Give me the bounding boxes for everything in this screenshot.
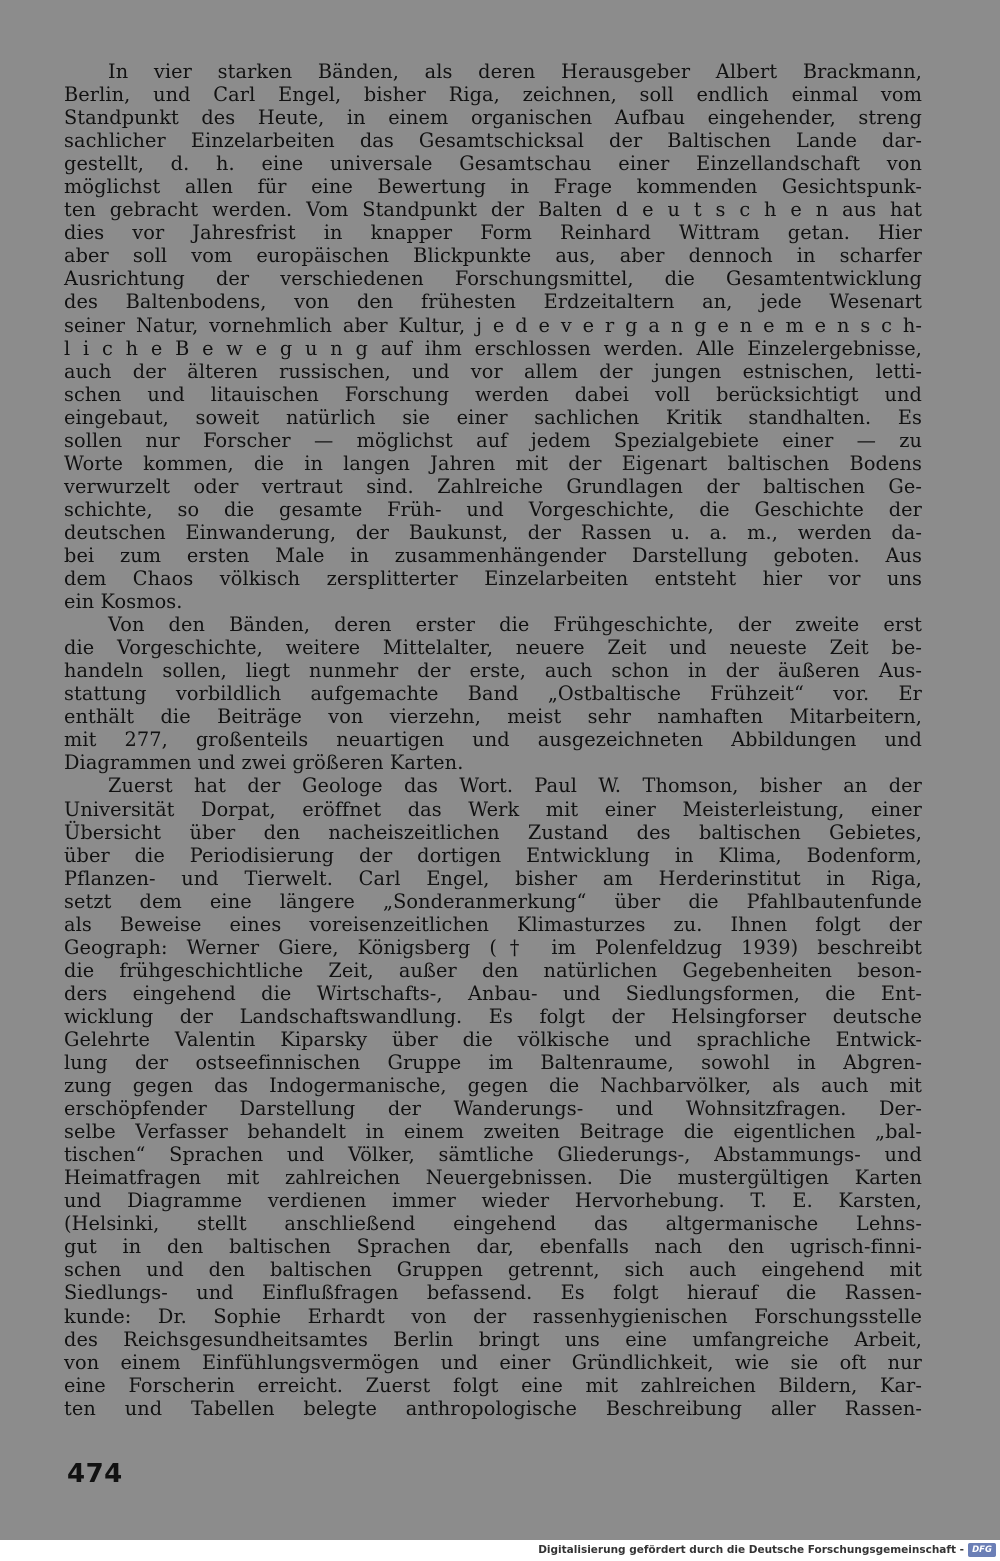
text-line: schen und den baltischen Gruppen getrennt, sich auch eingehend mit xyxy=(64,1258,922,1282)
text-line: handeln sollen, liegt nunmehr der erste, auch schon in der äußeren Aus- xyxy=(64,659,922,683)
text-line: sollen nur Forscher — möglichst auf jedem Spezialgebiete einer — zu xyxy=(64,428,922,452)
text-line: auch der älteren russischen, und vor allem der jungen estnischen, letti- xyxy=(64,359,922,383)
text-line: selbe Verfasser behandelt in einem zweiten Beitrage die eigentlichen „bal- xyxy=(64,1120,922,1144)
text-line: eingebaut, soweit natürlich sie einer sachlichen Kritik standhalten. Es xyxy=(64,405,922,429)
text-line: Heimatfragen mit zahlreichen Neuergebnissen. Die mustergültigen Karten xyxy=(64,1166,922,1190)
text-line: In vier starken Bänden, als deren Herausgeber Albert Brackmann, xyxy=(108,60,922,83)
text-line: als Beweise eines voreisenzeitlichen Klimasturzes zu. Ihnen folgt der xyxy=(64,912,922,936)
text-line: schen und litauischen Forschung werden dabei voll berücksichtigt und xyxy=(64,382,922,406)
text-line: Zuerst hat der Geologe das Wort. Paul W. Thomson, bisher an der xyxy=(108,774,922,798)
text-line: ten gebracht werden. Vom Standpunkt der Balten d e u t s c h e n aus hat xyxy=(64,198,922,222)
text-line: Gelehrte Valentin Kiparsky über die völkische und sprachliche Entwick- xyxy=(64,1027,922,1051)
text-line: kunde: Dr. Sophie Erhardt von der rassenhygienischen Forschungsstelle xyxy=(64,1304,922,1328)
text-line: Pflanzen- und Tierwelt. Carl Engel, bisher am Herderinstitut in Riga, xyxy=(64,866,922,890)
text-line: tischen“ Sprachen und Völker, sämtliche Gliederungs-, Abstammungs- und xyxy=(64,1143,922,1167)
text-line: (Helsinki, stellt anschließend eingehend das altgermanische Lehns- xyxy=(64,1212,922,1236)
page-number: 474 xyxy=(67,1459,123,1489)
text-line: erschöpfender Darstellung der Wanderungs- und Wohnsitzfragen. Der- xyxy=(64,1097,922,1121)
text-line: gestellt, d. h. eine universale Gesamtschau einer Einzellandschaft von xyxy=(64,152,922,176)
text-line: die Vorgeschichte, weitere Mittelalter, neuere Zeit und neueste Zeit be- xyxy=(64,636,922,660)
text-line: ein Kosmos. xyxy=(64,590,183,614)
text-line: seiner Natur, vornehmlich aber Kultur, j e d e v e r g a n g e n e m e n s c h- xyxy=(64,313,922,337)
text-line: sachlicher Einzelarbeiten das Gesamtschicksal der Baltischen Lande dar- xyxy=(64,129,922,153)
text-line: Siedlungs- und Einflußfragen befassend. Es folgt hierauf die Rassen- xyxy=(64,1281,922,1305)
text-line: setzt dem eine längere „Sonderanmerkung“ über die Pfahlbautenfunde xyxy=(64,889,922,913)
text-line: des Reichsgesundheitsamtes Berlin bringt uns eine umfangreiche Arbeit, xyxy=(64,1327,922,1351)
digitization-footer xyxy=(0,1540,1000,1561)
text-line: enthält die Beiträge von vierzehn, meist sehr namhaften Mitarbeitern, xyxy=(64,705,922,729)
text-line: ten und Tabellen belegte anthropologische Beschreibung aller Rassen- xyxy=(64,1396,922,1420)
text-line: mit 277, großenteils neuartigen und ausgezeichneten Abbildungen und xyxy=(64,728,922,752)
text-line: stattung vorbildlich aufgemachte Band „Ostbaltische Frühzeit“ vor. Er xyxy=(64,682,922,706)
text-line: die frühgeschichtliche Zeit, außer den natürlichen Gegebenheiten beson- xyxy=(64,958,922,982)
body-text xyxy=(64,60,922,1420)
text-line: ders eingehend die Wirtschafts-, Anbau- und Siedlungsformen, die Ent- xyxy=(64,981,922,1005)
text-line: Berlin, und Carl Engel, bisher Riga, zeichnen, soll endlich einmal vom xyxy=(64,83,922,107)
text-line: möglichst allen für eine Bewertung in Frage kommenden Gesichtspunk- xyxy=(64,175,922,199)
text-line: gut in den baltischen Sprachen dar, ebenfalls nach den ugrisch-finni- xyxy=(64,1235,922,1259)
text-line: Von den Bänden, deren erster die Frühgeschichte, der zweite erst xyxy=(108,613,922,637)
text-line: eine Forscherin erreicht. Zuerst folgt eine mit zahlreichen Bildern, Kar- xyxy=(64,1373,922,1397)
text-line: Übersicht über den nacheiszeitlichen Zustand des baltischen Gebietes, xyxy=(64,820,922,844)
text-line: Worte kommen, die in langen Jahren mit der Eigenart baltischen Bodens xyxy=(64,451,922,475)
text-line: wicklung der Landschaftswandlung. Es folgt der Helsingforser deutsche xyxy=(64,1004,922,1028)
text-line: l i c h e B e w e g u n g auf ihm erschlossen werden. Alle Einzelergebnisse, xyxy=(64,336,922,360)
footer-credit: Digitalisierung gefördert durch die Deutsche Forschungsgemeinschaft - xyxy=(538,1544,964,1556)
text-line: dies vor Jahresfrist in knapper Form Reinhard Wittram getan. Hier xyxy=(64,221,922,245)
text-line: lung der ostseefinnischen Gruppe im Baltenraume, sowohl in Abgren- xyxy=(64,1051,922,1075)
text-line: über die Periodisierung der dortigen Entwicklung in Klima, Bodenform, xyxy=(64,843,922,867)
dfg-logo-icon: DFG xyxy=(968,1543,996,1557)
text-line: bei zum ersten Male in zusammenhängender Darstellung geboten. Aus xyxy=(64,543,922,567)
text-line: von einem Einfühlungsvermögen und einer Gründlichkeit, wie sie oft nur xyxy=(64,1350,922,1374)
text-line: zung gegen das Indogermanische, gegen die Nachbarvölker, als auch mit xyxy=(64,1074,922,1098)
text-line: des Baltenbodens, von den frühesten Erdzeitaltern an, jede Wesenart xyxy=(64,290,922,314)
text-line: aber soll vom europäischen Blickpunkte aus, aber dennoch in scharfer xyxy=(64,244,922,268)
text-line: und Diagramme verdienen immer wieder Hervorhebung. T. E. Karsten, xyxy=(64,1189,922,1213)
text-line: dem Chaos völkisch zersplitterter Einzelarbeiten entsteht hier vor uns xyxy=(64,567,922,591)
text-line: Diagrammen und zwei größeren Karten. xyxy=(64,751,464,775)
text-line: Ausrichtung der verschiedenen Forschungsmittel, die Gesamtentwicklung xyxy=(64,267,922,291)
text-line: deutschen Einwanderung, der Baukunst, der Rassen u. a. m., werden da- xyxy=(64,520,922,544)
text-line: verwurzelt oder vertraut sind. Zahlreiche Grundlagen der baltischen Ge- xyxy=(64,474,922,498)
text-line: Geograph: Werner Giere, Königsberg († im Polenfeldzug 1939) beschreibt xyxy=(64,935,922,959)
text-line: schichte, so die gesamte Früh- und Vorgeschichte, die Geschichte der xyxy=(64,497,922,521)
text-line: Standpunkt des Heute, in einem organischen Aufbau eingehender, streng xyxy=(64,106,922,130)
text-line: Universität Dorpat, eröffnet das Werk mit einer Meisterleistung, einer xyxy=(64,797,922,821)
